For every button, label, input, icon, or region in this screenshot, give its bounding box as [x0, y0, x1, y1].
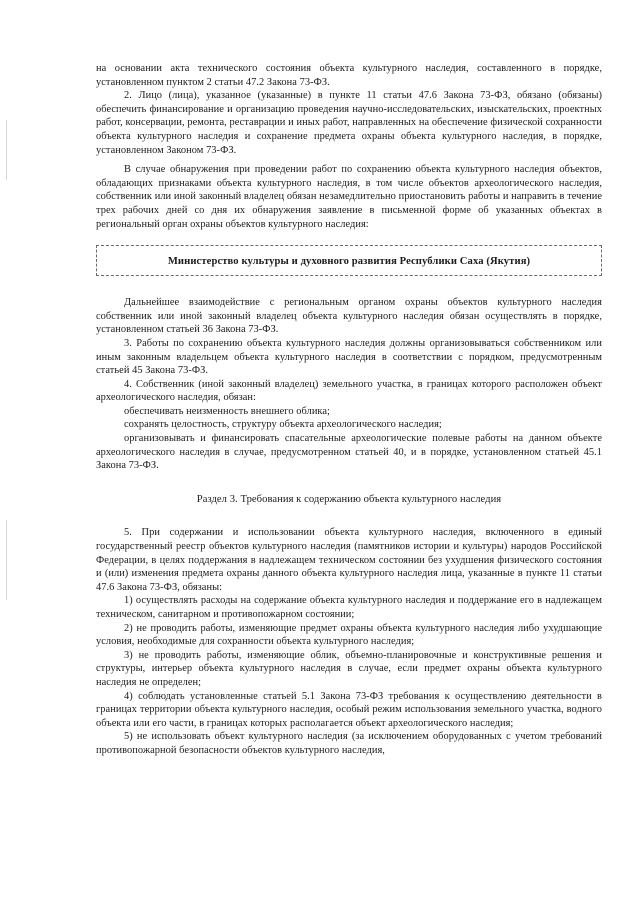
- paragraph-continuation: на основании акта технического состояния объекта культурного наследия, составленного в порядке, установленном пунктом 2 статьи 47.2 Закона 73-ФЗ.: [96, 63, 602, 88]
- bottom-section: [96, 526, 602, 757]
- list-item: 3) не проводить работы, изменяющие облик, объемно-планировочные и конструктивные решения и структуры, интерьер объекта культурного наследия в случае, если предмет охраны объекта культурного наследия не определен;: [96, 649, 602, 688]
- list-item: 2) не проводить работы, изменяющие предмет охраны объекта культурного наследия либо ухудшающие условия, необходимые для сохранности объекта культурного наследия;: [96, 622, 602, 648]
- scan-margin-mark: [6, 120, 7, 180]
- list-item: 4) соблюдать установленные статьей 5.1 Закона 73-ФЗ требования к осуществлению деятельности в границах территории объекта культурного наследия, особый режим использования земельного участка, водного объекта или его части, в границах которых располагается объект археологического наследия;: [96, 690, 602, 729]
- list-item: 1) осуществлять расходы на содержание объекта культурного наследия и поддержание его в надлежащем техническом, санитарном и противопожарном состоянии;: [96, 595, 602, 620]
- paragraph-discovery: В случае обнаружения при проведении работ по сохранению объекта культурного наследия объектов, обладающих признаками объекта культурного наследия, в том числе объектов археологического наследия, собственник или иной законный владелец обязан незамедлительно приостановить работы и направить в течение трех рабочих дней со дня их обнаружения заявление в письменной форме об указанных объектах в региональный орган охраны объектов культурного наследия:: [96, 164, 602, 230]
- section-heading: Раздел 3. Требования к содержанию объекта культурного наследия: [196, 493, 502, 505]
- list-item: сохранять целостность, структуру объекта археологического наследия;: [124, 419, 442, 431]
- middle-section: [96, 296, 602, 473]
- paragraph-item-3: 3. Работы по сохранению объекта культурного наследия должны организовываться собственником или иным законным владельцем объекта культурного наследия в соответствии с порядком, предусмотренным статьей 45 Закона 73-ФЗ.: [96, 337, 602, 377]
- list-item: обеспечивать неизменность внешнего облика;: [124, 405, 330, 417]
- paragraph-item-5: 5. При содержании и использовании объекта культурного наследия, включенного в единый государственный реестр объектов культурного наследия (памятников истории и культуры) народов Российской Федерации, в целях поддержания в надлежащем техническом состоянии без ухудшения физического состояния и (или) изменения предмета охраны данного объекта культурного наследия лица, указанные в пункте 11 статьи 47.6 Закона 73-ФЗ, обязаны:: [96, 527, 602, 593]
- scan-margin-mark: [6, 520, 7, 600]
- paragraph-item-4: 4. Собственник (иной законный владелец) земельного участка, в границах которого расположен объект археологического наследия, обязан:: [96, 378, 602, 404]
- list-item: 5) не использовать объект культурного наследия (за исключением оборудованных с учетом требований противопожарной безопасности объектов культурного наследия,: [96, 731, 602, 756]
- list-item: организовывать и финансировать спасательные археологические полевые работы на данном объекте археологического наследия в случае, предусмотренном статьей 40, и в порядке, установленном статьей 45.1 Закона 73-ФЗ.: [96, 433, 602, 472]
- paragraph-item-2: 2. Лицо (лица), указанное (указанные) в пункте 11 статьи 47.6 Закона 73-ФЗ, обязано (обязаны) обеспечить финансирование и организацию проведения научно-исследовательских, изыскательских, проектных работ, консервации, ремонта, реставрации и иных работ, направленных на обеспечение физической сохранности объекта культурного наследия и сохранение предмета охраны объекта культурного наследия, в порядке, установленном Законом 73-ФЗ.: [96, 90, 602, 156]
- paragraph-interaction: Дальнейшее взаимодействие с региональным органом охраны объектов культурного наследия собственник или иной законный владелец объекта культурного наследия обязан осуществлять в порядке, установленном статьей 36 Закона 73-ФЗ.: [96, 297, 602, 336]
- authority-name: Министерство культуры и духовного развития Республики Саха (Якутия): [167, 256, 531, 268]
- authority-box: [96, 245, 602, 276]
- top-section: [96, 62, 602, 231]
